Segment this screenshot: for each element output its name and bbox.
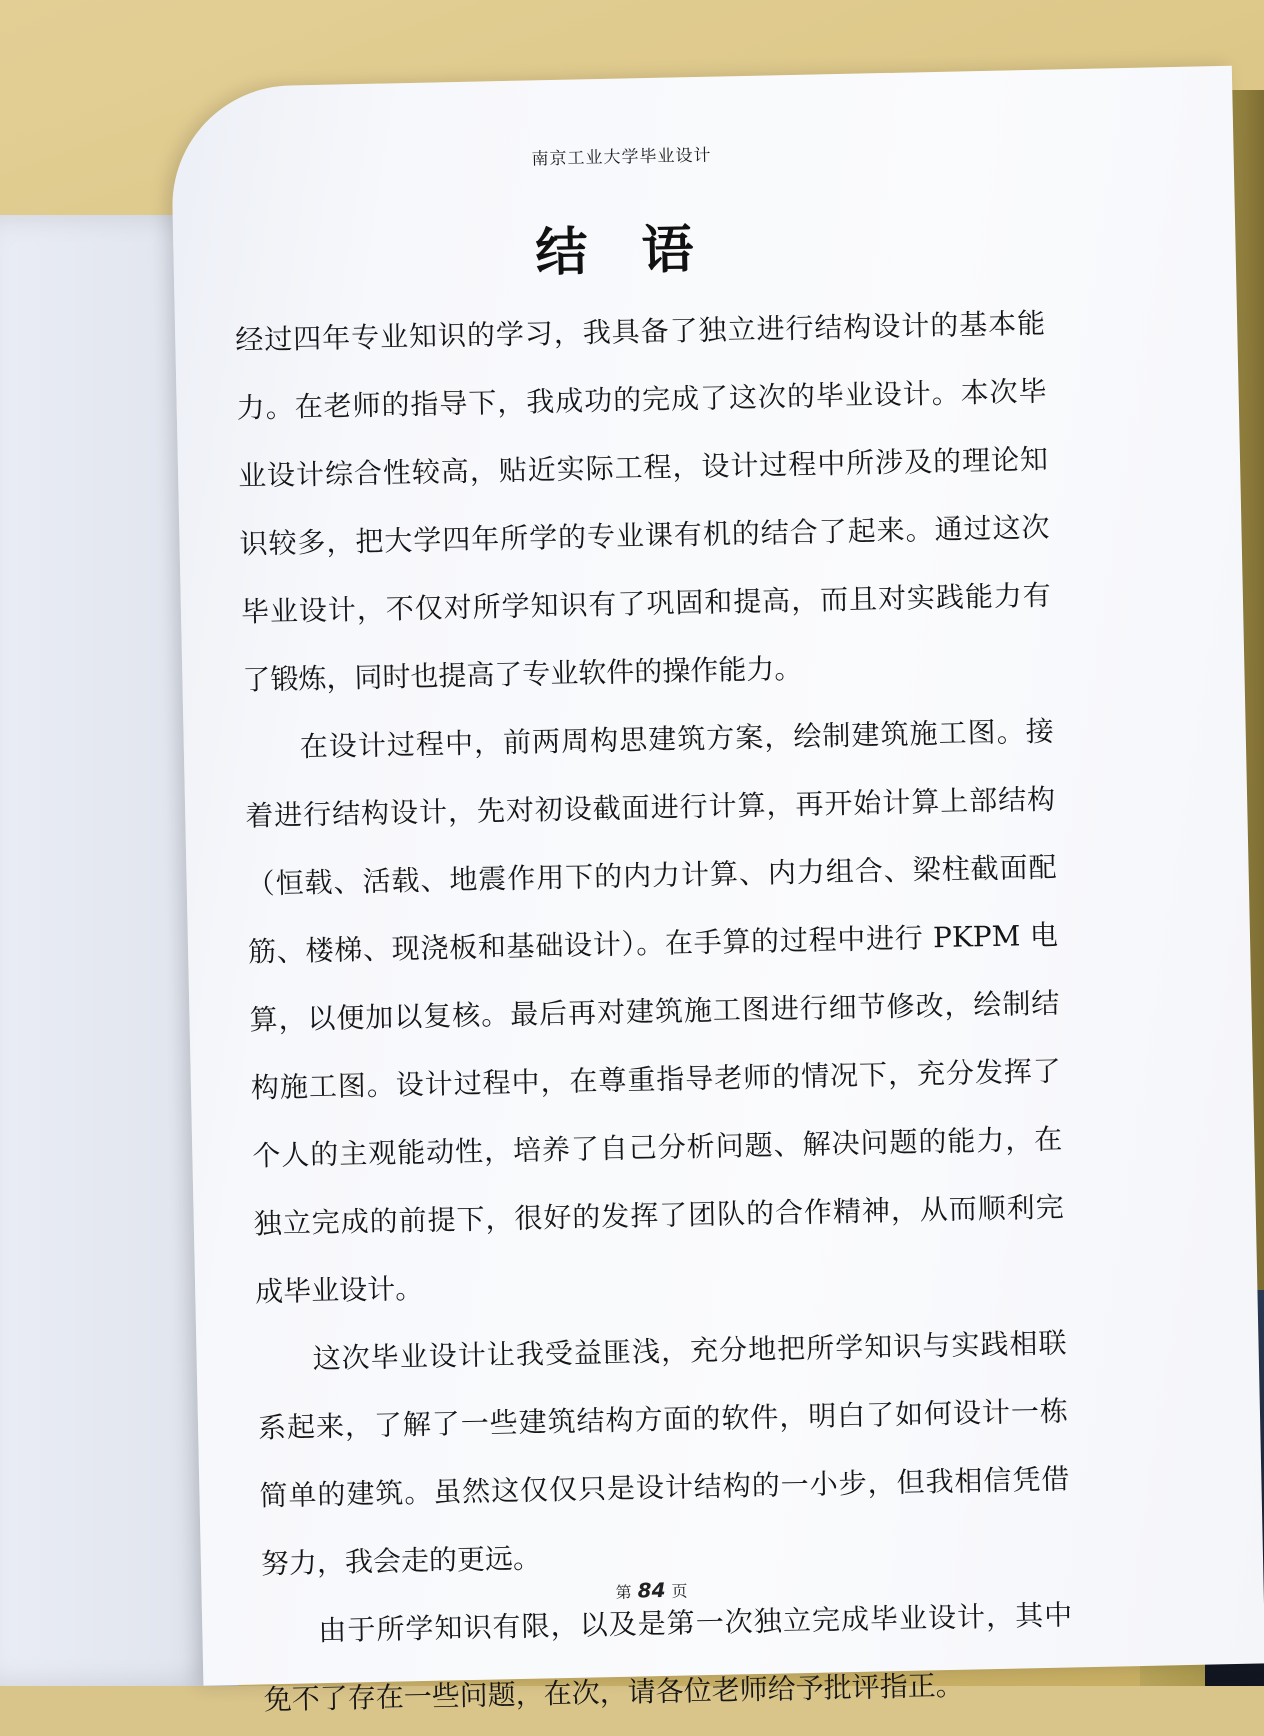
paragraph-2: 在设计过程中，前两周构思建筑方案，绘制建筑施工图。接着进行结构设计，先对初设截面进行计算，再开始计算上部结构（恒载、活载、地震作用下的内力计算、内力组合、梁柱截面配筋、楼梯、现浇板和基础设计）。在手算的过程中进行 PKPM 电算，以便加以复核。最后再对建筑施工图进行细节修改，绘制结构施工图。设计过程中，在尊重指导老师的情况下，充分发挥了个人的主观能动性，培养了自己分析问题、解决问题的能力，在独立完成的前提下，很好的发挥了团队的合作精神，从而顺利完成毕业设计。 xyxy=(244,714,1064,1309)
paragraph-4: 由于所学知识有限，以及是第一次独立完成毕业设计，其中免不了存在一些问题，在次，请各位老师给予批评指正。 xyxy=(263,1598,1073,1717)
footer-suffix: 页 xyxy=(671,1581,688,1601)
page-title: 结 语 xyxy=(534,219,713,284)
body-text xyxy=(235,290,1075,1735)
running-header: 南京工业大学毕业设计 xyxy=(531,145,712,170)
paragraph-3: 这次毕业设计让我受益匪浅，充分地把所学知识与实践相联系起来，了解了一些建筑结构方面的软件，明白了如何设计一栋简单的建筑。虽然这仅仅只是设计结构的一小步，但我相信凭借努力，我会走的更远。 xyxy=(257,1326,1070,1581)
document-page xyxy=(170,66,1264,1717)
page-number: 84 xyxy=(637,1577,666,1603)
paragraph-1: 经过四年专业知识的学习，我具备了独立进行结构设计的基本能力。在老师的指导下，我成功的完成了这次的毕业设计。本次毕业设计综合性较高，贴近实际工程，设计过程中所涉及的理论知识较多，把大学四年所学的专业课有机的结合了起来。通过这次毕业设计，不仅对所学知识有了巩固和提高，而且对实践能力有了锻炼，同时也提高了专业软件的操作能力。 xyxy=(234,306,1052,697)
footer-prefix: 第 xyxy=(615,1582,632,1602)
